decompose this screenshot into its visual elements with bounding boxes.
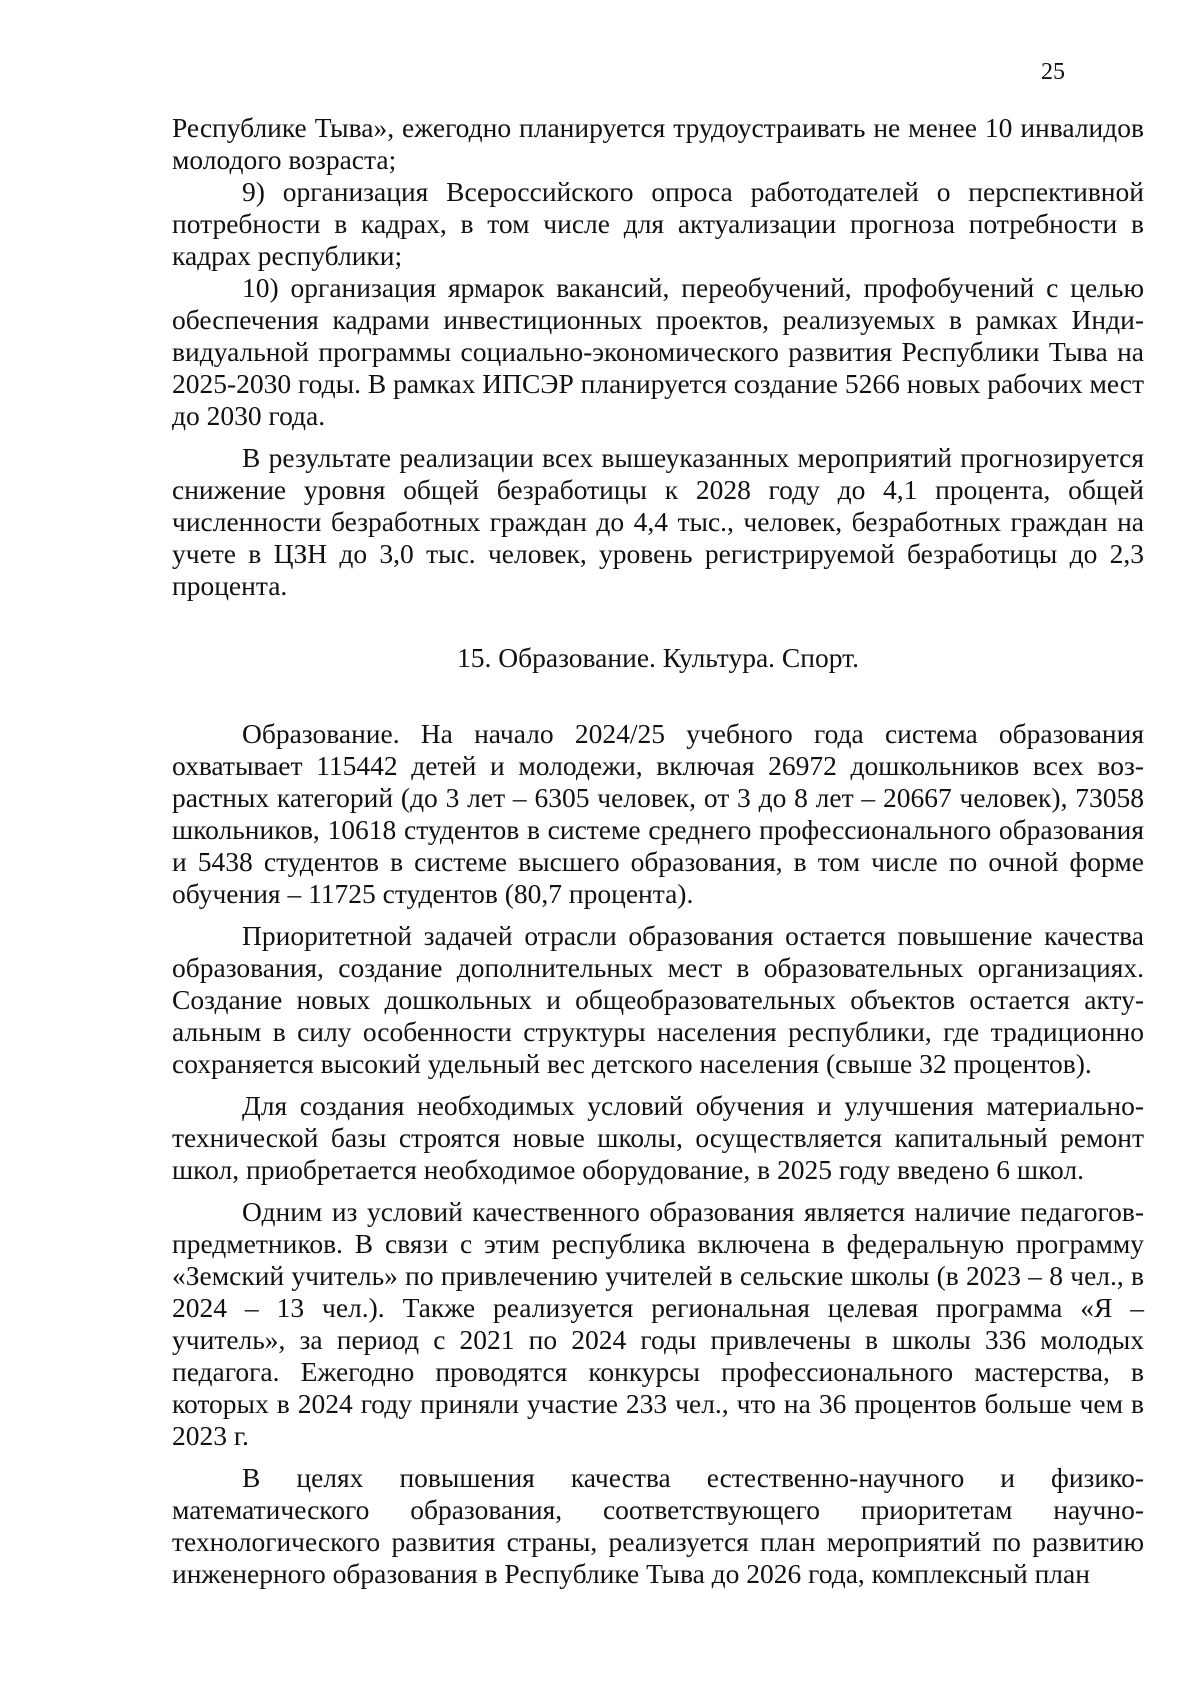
page-number: 25: [1041, 59, 1065, 85]
scan-speck: [1174, 1673, 1182, 1679]
paragraph-employment-disabled: Республике Тыва», ежегодно планируется трудоустраивать не менее 10 инвалидов молодого возраста;: [172, 112, 1144, 175]
paragraph-science-math-education: В целях повышения качества естественно-научного и физико-математического образования, соответствующего приоритетам научно-технологического развития страны, реализуется план мероприятий по развитию инженерного образования в Республике Тыва до 2026 года, комплексный план: [172, 1462, 1144, 1589]
paragraph-unemployment-forecast: В результате реализации всех вышеуказанных мероприятий прогнозируется снижение уровня общей безработицы к 2028 году до 4,1 процента, общей численности безработных граждан до 4,4 тыс., человек, безработных граждан на учете в ЦЗН до 3,0 тыс. человек, уровень регистрируемой безработицы до 2,3 процента.: [172, 442, 1144, 601]
document-body: [172, 112, 1144, 1590]
paragraph-education-priority: Приоритетной задачей отрасли образования остается повышение качества образования, создание дополнительных мест в образовательных организациях. Создание новых дошкольных и общеобразовательных объектов остается актуальным в силу особенности структуры населения республики, где традиционно сохраняется высокий удельный вес детского населения (свыше 32 процентов).: [172, 920, 1144, 1079]
paragraph-item-10: 10) организация ярмарок вакансий, переобучений, профобучений с целью обеспечения кадрами инвестиционных проектов, реализуемых в рамках Индивидуальной программы социально-экономического развития Республики Тыва на 2025-2030 годы. В рамках ИПСЭР планируется создание 5266 новых рабочих мест до 2030 года.: [172, 272, 1144, 431]
paragraph-item-9: 9) организация Всероссийского опроса работодателей о перспективной потребности в кадрах, в том числе для актуализации прогноза потребности в кадрах республики;: [172, 176, 1144, 271]
section-heading: 15. Образование. Культура. Спорт.: [457, 642, 859, 673]
paragraph-teachers-program: Одним из условий качественного образования является наличие педагогов-предметников. В связи с этим республика включена в федеральную программу «Земский учитель» по привлечению учителей в сельские школы (в 2023 – 8 чел., в 2024 – 13 чел.). Также реализуется региональная целевая программа «Я – учитель», за период с 2021 по 2024 годы привлечены в школы 336 молодых педагога. Ежегодно проводятся конкурсы профессионального мастерства, в которых в 2024 году приняли участие 233 чел., что на 36 процентов больше чем в 2023 г.: [172, 1196, 1144, 1451]
paragraph-school-construction: Для создания необходимых условий обучения и улучшения материально-технической базы строятся новые школы, осуществляется капитальный ремонт школ, приобретается необходимое оборудование, в 2025 году введено 6 школ.: [172, 1090, 1144, 1185]
paragraph-education-coverage: Образование. На начало 2024/25 учебного года система образования охватывает 115442 детей и молодежи, включая 26972 дошкольников всех возрастных категорий (до 3 лет – 6305 человек, от 3 до 8 лет – 20667 человек), 73058 школьников, 10618 студентов в системе среднего профессионального образования и 5438 студентов в системе высшего образования, в том числе по очной форме обучения – 11725 студентов (80,7 процента).: [172, 718, 1144, 909]
